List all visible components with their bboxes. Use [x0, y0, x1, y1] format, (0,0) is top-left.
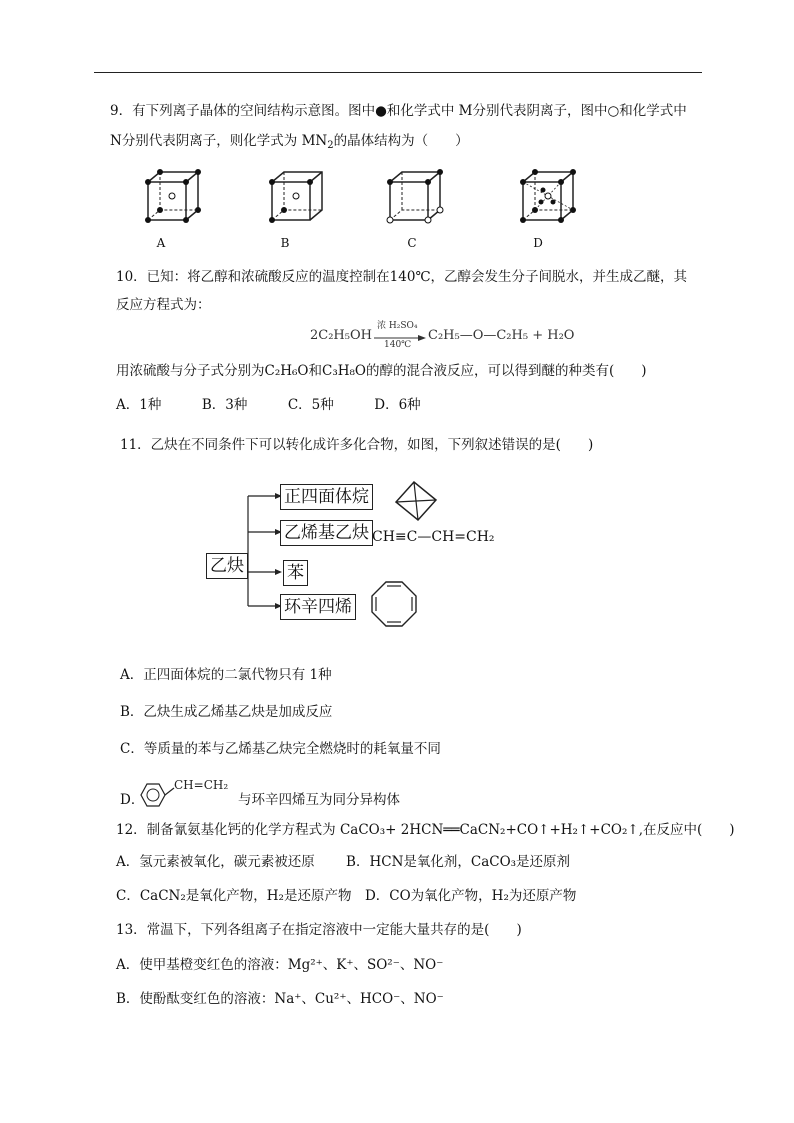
q12-stem: 12．制备氰氨基化钙的化学方程式为 CaCO₃+ 2HCN══CaCN₂+CO↑+H₂↑+CO₂↑,在反应中( ) — [116, 822, 735, 838]
cyclooctatetraene-structure — [370, 580, 418, 628]
q9-line2: N分别代表阴离子，则化学式为 $MN_2$的晶体结构为（ ） — [110, 133, 469, 151]
q11-option-d-text: 与环辛四烯互为同分异构体 — [238, 792, 400, 808]
q13-option-a: A．使甲基橙变红色的溶液：Mg²⁺、K⁺、SO²⁻、NO⁻ — [116, 957, 444, 973]
crystal-structure-b — [262, 166, 332, 226]
tetrahedrane-structure — [392, 480, 440, 522]
q10-eq-condition-bottom: 140℃ — [384, 340, 412, 350]
q9-label-a: A — [156, 236, 166, 250]
q13-option-b: B．使酚酞变红色的溶液：Na⁺、Cu²⁺、HCO⁻、NO⁻ — [116, 991, 444, 1007]
q10-line1: 10．已知：将乙醇和浓硫酸反应的温度控制在140℃，乙醇会发生分子间脱水，并生成乙醚，其 — [116, 269, 688, 285]
q11-option-b: B．乙炔生成乙烯基乙炔是加成反应 — [120, 704, 333, 720]
crystal-structure-d — [513, 166, 583, 226]
q9-line1: 9．有下列离子晶体的空间结构示意图。图中●和化学式中 M分别代表阴离子，图中○和化学式中 — [110, 103, 687, 119]
q12-options-cd: C．CaCN₂是氧化产物，H₂是还原产物 D．CO为氧化产物，H₂为还原产物 — [116, 888, 577, 904]
q9-label-b: B — [280, 236, 290, 250]
q9-label-d: D — [533, 236, 543, 250]
cyclooctatetraene-box: 环辛四烯 — [280, 594, 356, 620]
q13-stem: 13．常温下，下列各组离子在指定溶液中一定能大量共存的是( ) — [116, 922, 522, 938]
q11-stem: 11．乙炔在不同条件下可以转化成许多化合物，如图，下列叙述错误的是( ) — [120, 437, 594, 453]
acetylene-branch-lines — [240, 490, 284, 614]
q9-label-c: C — [407, 236, 417, 250]
benzene-box: 苯 — [283, 560, 308, 586]
crystal-structure-c — [380, 166, 450, 226]
styrene-vinyl-group: CH=CH₂ — [174, 778, 229, 792]
styrene-benzene-ring — [140, 782, 176, 808]
acetylene-box: 乙炔 — [206, 553, 248, 579]
vinylacetylene-box: 乙烯基乙炔 — [280, 520, 373, 546]
tetrahedrane-box: 正四面体烷 — [280, 484, 373, 510]
q11-option-c: C．等质量的苯与乙烯基乙炔完全燃烧时的耗氧量不同 — [120, 741, 441, 757]
q10-eq-left: 2C₂H₅OH — [310, 328, 372, 343]
q10-line2: 反应方程式为： — [116, 297, 211, 313]
crystal-structure-a — [138, 166, 208, 226]
q10-eq-condition-top: 浓 H₂SO₄ — [377, 321, 418, 331]
vinylacetylene-formula: CH≡C—CH=CH₂ — [372, 529, 495, 545]
q12-options-ab: A．氢元素被氧化，碳元素被还原 B．HCN是氧化剂，CaCO₃是还原剂 — [116, 854, 571, 870]
q11-option-d-prefix: D． — [120, 792, 145, 808]
q11-option-a: A．正四面体烷的二氯代物只有 1种 — [120, 667, 332, 683]
q10-line3: 用浓硫酸与分子式分别为C₂H₆O和C₃H₈O的醇的混合液反应，可以得到醚的种类有( ) — [116, 363, 647, 379]
q10-eq-right: C₂H₅—O—C₂H₅ + H₂O — [428, 328, 575, 343]
header-rule — [94, 72, 702, 73]
q10-options: A．1种 B．3种 C．5种 D．6种 — [116, 397, 421, 413]
